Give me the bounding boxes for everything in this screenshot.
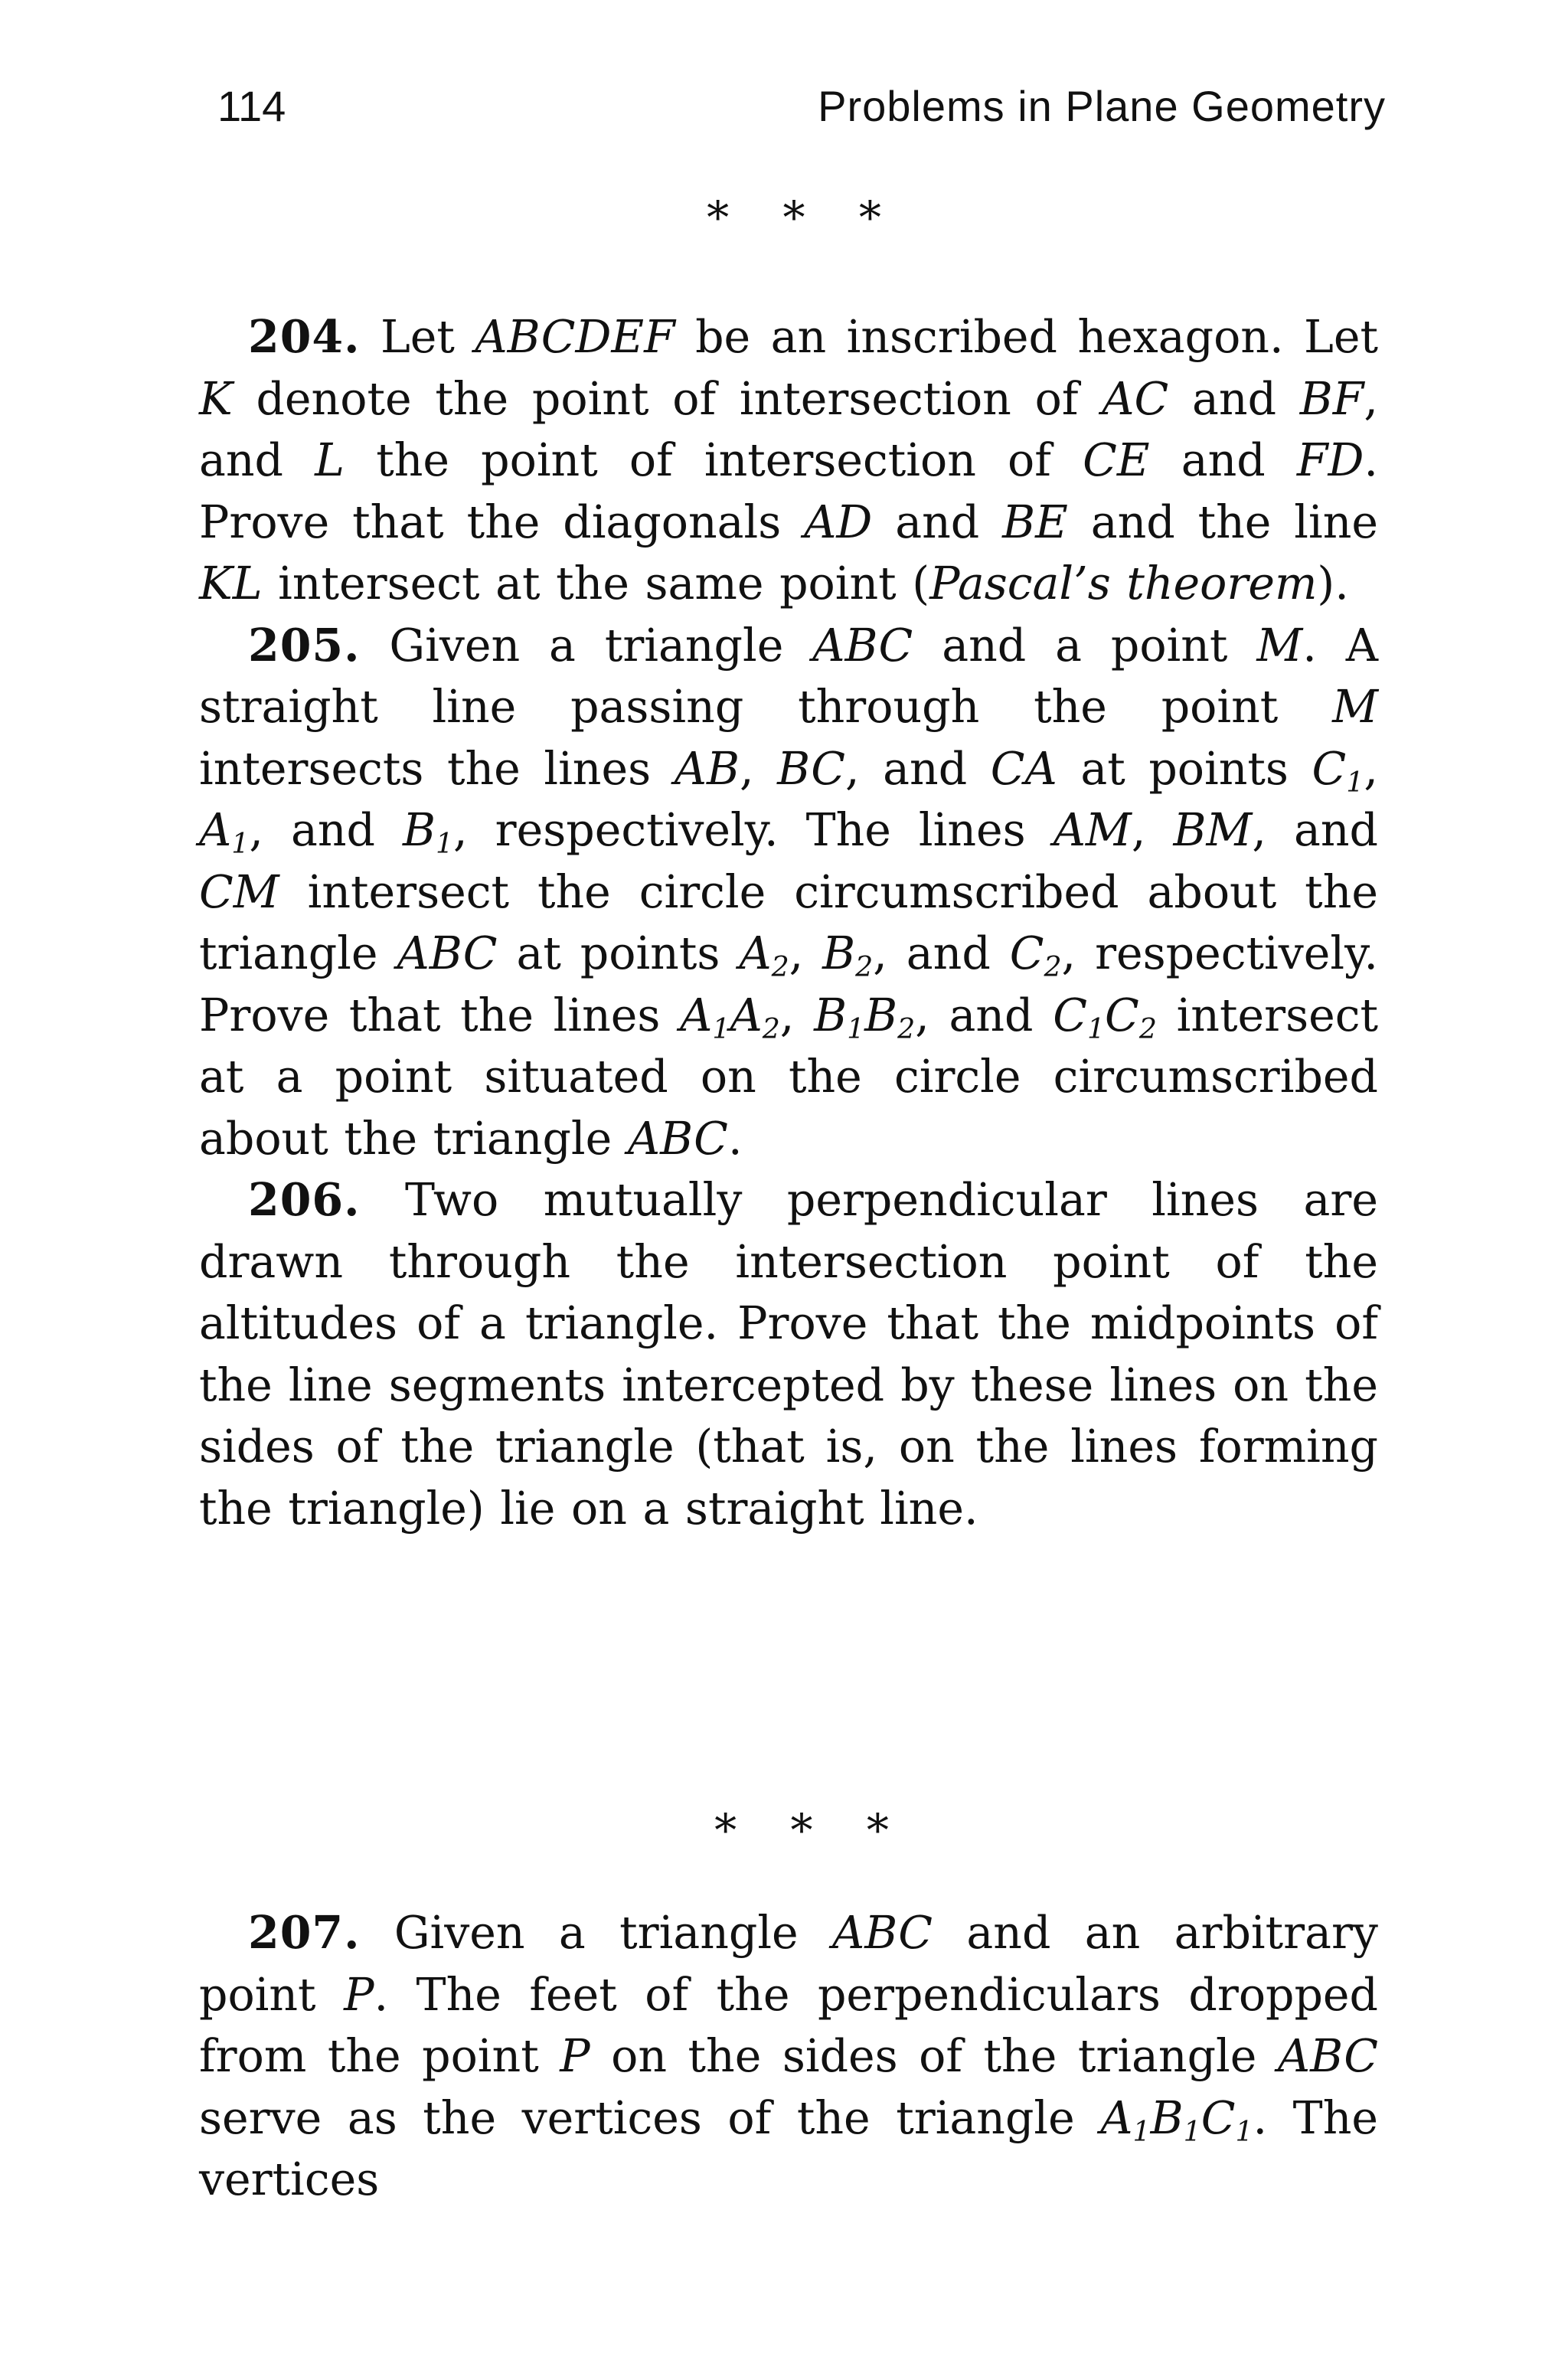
problems-block-1 (199, 306, 1378, 1539)
book-page (199, 0, 1386, 2380)
section-separator: * * * (714, 1804, 909, 1856)
problem-206 (199, 1169, 1378, 1539)
problem-207 (199, 1902, 1378, 2211)
problem-205 (199, 615, 1378, 1170)
problem-text: Two mutually perpendicular lines are drawn through the intersection point of the altitudes of a triangle. Prove that the midpoints of the line segments intercepted by these lines on the sides of the triangle (that is, on the lines forming the triangle) lie on a straight line. (199, 1174, 1378, 1535)
running-head (199, 80, 1386, 133)
problem-number: 204. (248, 310, 361, 363)
section-separator: * * * (707, 191, 901, 244)
problem-text: Given a triangle ABC and a point M. A straight line passing through the point M intersects the lines AB, BC, and CA at points $C_1$, $A_1$, and $B_1$, respectively. The lines AM, BM, and CM intersect the circle circumscribed about the triangle ABC at points $A_2$, $B_2$, and $C_2$, respectively. Prove that the lines $A_1A_2$, $B_1B_2$, and $C_1C_2$ intersect at a point situated on the circle circumscribed about the triangle ABC. (199, 619, 1378, 1165)
problem-text: Let ABCDEF be an inscribed hexagon. Let K denote the point of intersection of AC and BF, and L the point of intersection of CE and FD. Prove that the diagonals AD and BE and the line KL intersect at the same point (Pascal’s theorem). (199, 311, 1379, 610)
problem-number: 207. (248, 1906, 361, 1959)
problem-number: 206. (248, 1173, 361, 1226)
page-number: 114 (217, 82, 286, 130)
problem-204 (199, 306, 1378, 615)
problem-number: 205. (248, 618, 361, 672)
problem-text: Given a triangle ABC and an arbitrary point P. The feet of the perpendiculars dropped from the point P on the sides of the triangle ABC serve as the vertices of the triangle $A_1B_1C_1$. The vertices (199, 1907, 1378, 2205)
problems-block-2 (199, 1902, 1378, 2211)
running-title: Problems in Plane Geometry (818, 82, 1386, 130)
